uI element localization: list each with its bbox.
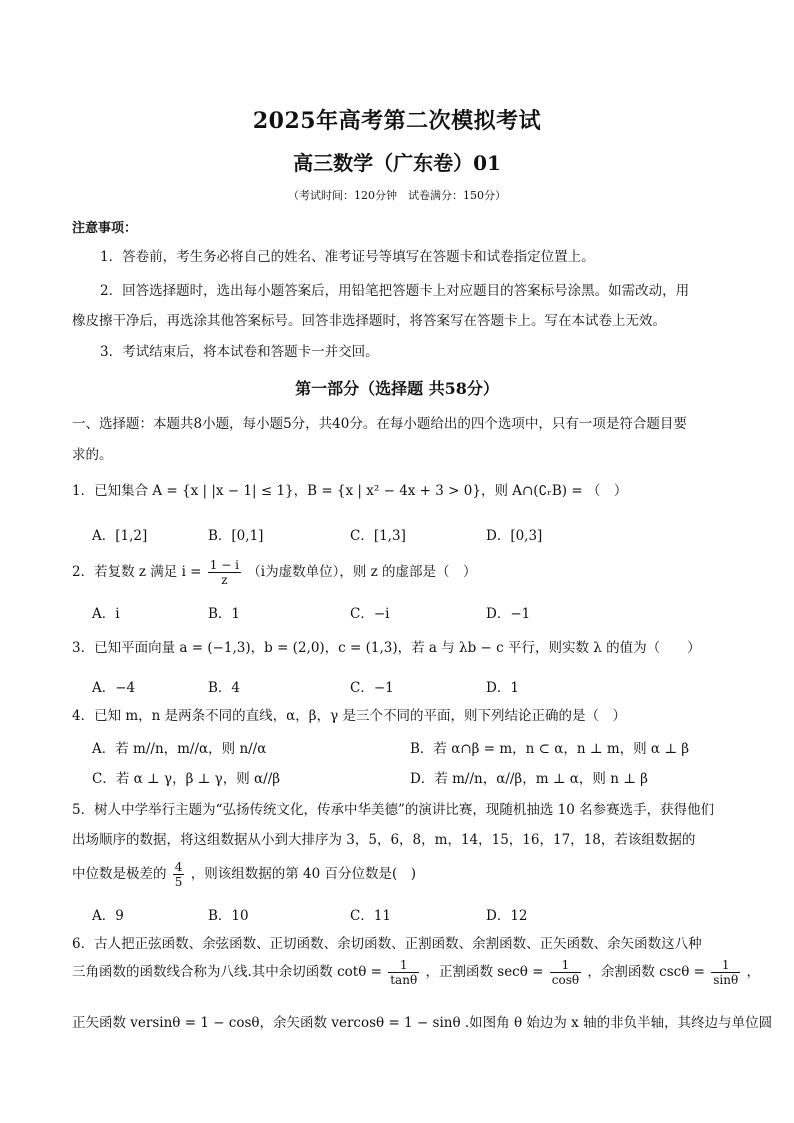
q6-frac3-num: 1	[711, 958, 740, 973]
question-1-stem: 1．已知集合 A = {x | |x − 1| ≤ 1}，B = {x | x² − 4x + 3 > 0}，则 A∩(∁ᵣB) = （ ）	[72, 483, 628, 499]
question-5-line-3	[72, 860, 416, 889]
q5-option-b: B．10	[208, 908, 249, 924]
q4-option-a: A．若 m//n，m//α，则 n//α	[92, 741, 267, 757]
q6-frac2-num: 1	[550, 958, 581, 973]
q2-option-a: A．i	[92, 606, 120, 622]
question-4-stem: 4．已知 m，n 是两条不同的直线，α，β，γ 是三个不同的平面，则下列结论正确的是（ ）	[72, 708, 626, 724]
notice-item-2-cont: 橡皮擦干净后，再选涂其他答案标号。回答非选择题时，将答案写在答题卡上。写在本试卷上无效。	[72, 313, 666, 329]
q2-option-d: D．−1	[486, 606, 531, 622]
exam-meta: （考试时间：120分钟 试卷满分：150分）	[288, 189, 506, 202]
question-6-line-2	[72, 958, 760, 987]
q2-stem-a: 2．若复数 z 满足 i =	[72, 564, 202, 580]
notice-item-2: 2．回答选择题时，选出每小题答案后，用铅笔把答题卡上对应题目的答案标号涂黑。如需改动，用	[100, 283, 690, 299]
q6-fraction-sec	[550, 958, 581, 987]
q1-option-c: C．[1,3]	[350, 528, 406, 544]
q2-fraction	[208, 558, 241, 587]
q6-fraction-cot	[388, 958, 419, 987]
q1-option-d: D．[0,3]	[486, 528, 543, 544]
question-3-stem: 3．已知平面向量 a = (−1,3)，b = (2,0)，c = (1,3)，若 a 与 λb − c 平行，则实数 λ 的值为（ ）	[72, 640, 701, 656]
section-intro-cont: 求的。	[72, 447, 113, 463]
section-intro: 一、选择题：本题共8小题，每小题5分，共40分。在每小题给出的四个选项中，只有一项是符合题目要	[72, 416, 687, 432]
exam-subtitle: 高三数学（广东卷）01	[293, 151, 501, 175]
q5-option-c: C．11	[350, 908, 392, 924]
q6-line2-b: ，正割函数 secθ =	[425, 964, 544, 980]
q5-line3-a: 中位数是极差的	[72, 866, 167, 882]
q5-fraction	[173, 860, 185, 889]
q6-line2-a: 三角函数的函数线合称为八线.其中余切函数 cotθ =	[72, 964, 382, 980]
q6-line2-d: ，	[746, 964, 761, 980]
q1-option-b: B．[0,1]	[208, 528, 264, 544]
q4-option-c: C．若 α ⊥ γ，β ⊥ γ，则 α//β	[92, 771, 281, 787]
q2-stem-b: （i为虚数单位），则 z 的虚部是（ ）	[247, 564, 477, 580]
notice-heading: 注意事项：	[72, 221, 138, 236]
q4-option-b: B．若 α∩β = m，n ⊂ α，n ⊥ m，则 α ⊥ β	[410, 741, 690, 757]
question-5-line-1: 5．树人中学举行主题为“弘扬传统文化，传承中华美德”的演讲比赛，现随机抽选 10 名参赛选手，获得他们	[72, 802, 715, 818]
question-6-line-3: 正矢函数 versinθ = 1 − cosθ，余矢函数 vercosθ = 1 − sinθ .如图角 θ 始边为 x 轴的非负半轴，其终边与单位圆	[72, 1015, 773, 1031]
q5-line3-b: ，则该组数据的第 40 百分位数是( )	[190, 866, 417, 882]
q3-option-c: C．−1	[350, 680, 394, 696]
question-6-line-1: 6．古人把正弦函数、余弦函数、正切函数、余切函数、正割函数、余割函数、正矢函数、余矢函数这八种	[72, 936, 702, 952]
exam-title: 2025年高考第二次模拟考试	[252, 108, 542, 134]
q6-frac1-den: tanθ	[390, 973, 418, 987]
q2-option-c: C．−i	[350, 606, 390, 622]
q6-line2-c: ，余割函数 cscθ =	[587, 964, 705, 980]
q5-frac-num: 4	[174, 860, 183, 874]
q5-option-a: A．9	[92, 908, 124, 924]
q5-frac-den: 5	[174, 875, 183, 889]
q4-option-d: D．若 m//n，α//β，m ⊥ α，则 n ⊥ β	[410, 771, 648, 787]
q3-option-d: D．1	[486, 680, 519, 696]
q2-frac-num: 1 − i	[209, 558, 239, 572]
question-2-stem	[72, 558, 477, 587]
q5-option-d: D．12	[486, 908, 528, 924]
q6-frac3-den: sinθ	[713, 973, 739, 987]
q1-option-a: A．[1,2]	[92, 528, 148, 544]
q2-option-b: B．1	[208, 606, 241, 622]
section-title: 第一部分（选择题 共58分）	[295, 379, 499, 398]
notice-item-1: 1．答卷前，考生务必将自己的姓名、准考证号等填写在答题卡和试卷指定位置上。	[100, 249, 595, 265]
question-5-line-2: 出场顺序的数据，将这组数据从小到大排序为 3，5，6，8，m，14，15，16，17，18，若该组数据的	[72, 832, 696, 848]
q3-option-a: A．−4	[92, 680, 136, 696]
q6-frac1-num: 1	[388, 958, 419, 973]
notice-item-3: 3．考试结束后，将本试卷和答题卡一并交回。	[100, 344, 379, 360]
q6-frac2-den: cosθ	[551, 973, 580, 987]
q6-fraction-csc	[711, 958, 740, 987]
q3-option-b: B．4	[208, 680, 241, 696]
q2-frac-den: z	[221, 573, 228, 587]
